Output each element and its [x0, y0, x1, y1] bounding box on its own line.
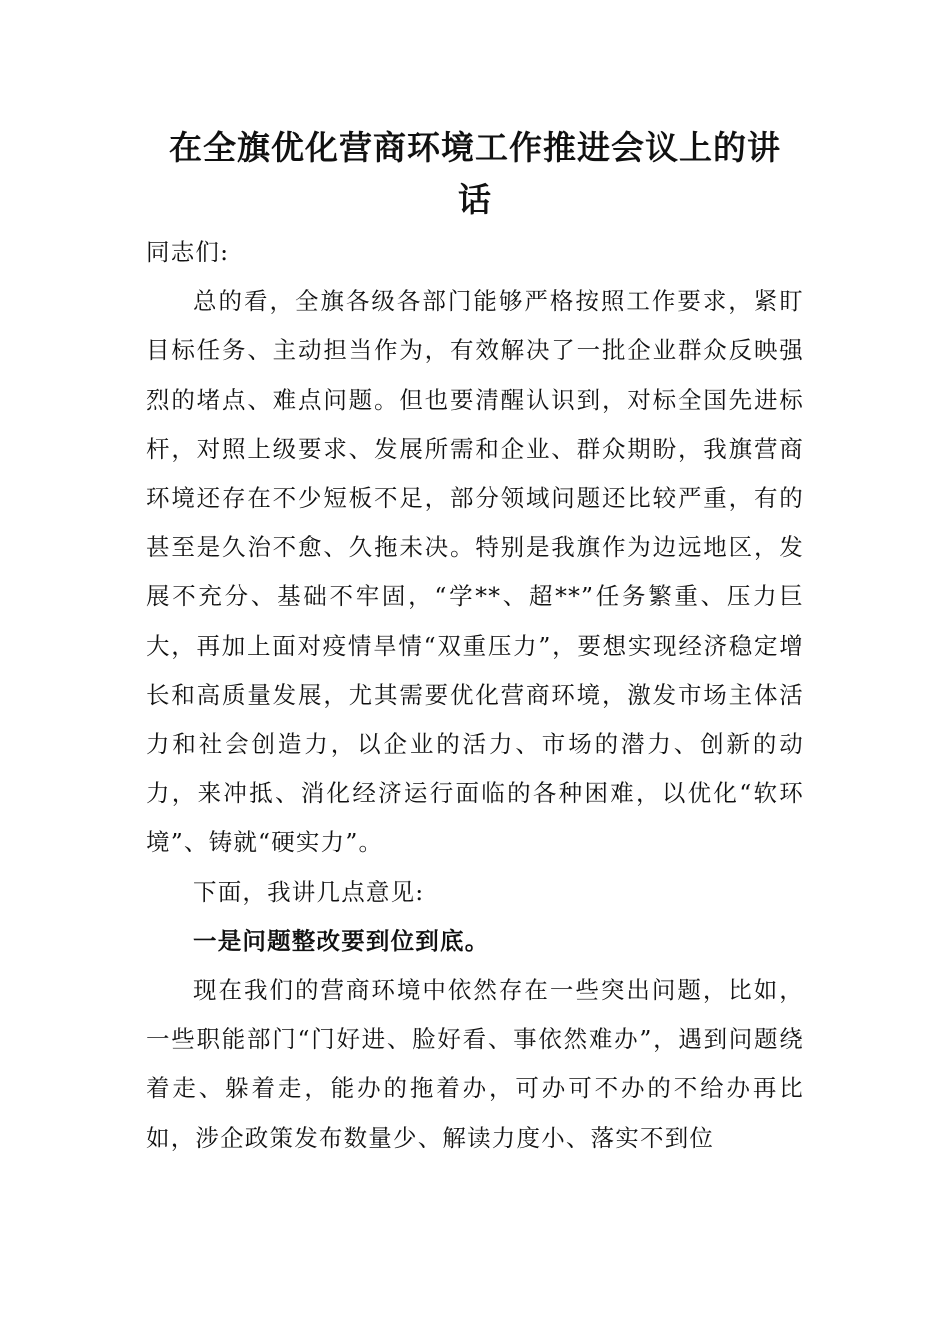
document-title [146, 122, 804, 226]
paragraph-section-1: 现在我们的营商环境中依然存在一些突出问题，比如，一些职能部门“门好进、脸好看、事依然难办”，遇到问题绕着走、躲着走，能办的拖着办，可办可不办的不给办再比如，涉企政策发布数量少、解读力度小、落实不到位 [146, 976, 804, 1152]
paragraph-overview: 总的看，全旗各级各部门能够严格按照工作要求，紧盯目标任务、主动担当作为，有效解决了一批企业群众反映强烈的堵点、难点问题。但也要清醒认识到，对标全国先进标杆，对照上级要求、发展所需和企业、群众期盼，我旗营商环境还存在不少短板不足，部分领域问题还比较严重，有的甚至是久治不愈、久拖未决。特别是我旗作为边远地区，发展不充分、基础不牢固，“学**、超**”任务繁重、压力巨大，再加上面对疫情旱情“双重压力”，要想实现经济稳定增长和高质量发展，尤其需要优化营商环境，激发市场主体活力和社会创造力，以企业的活力、市场的潜力、创新的动力，来冲抵、消化经济运行面临的各种困难，以优化“软环境”、铸就“硬实力”。 [146, 287, 804, 857]
title-line-2: 话 [458, 180, 492, 219]
salutation: 同志们: [146, 238, 230, 266]
title-line-1: 在全旗优化营商环境工作推进会议上的讲 [169, 128, 781, 167]
paragraph-intro: 下面，我讲几点意见: [193, 877, 425, 906]
section-heading: 一是问题整改要到位到底。 [193, 926, 490, 955]
document-body [146, 228, 804, 1163]
